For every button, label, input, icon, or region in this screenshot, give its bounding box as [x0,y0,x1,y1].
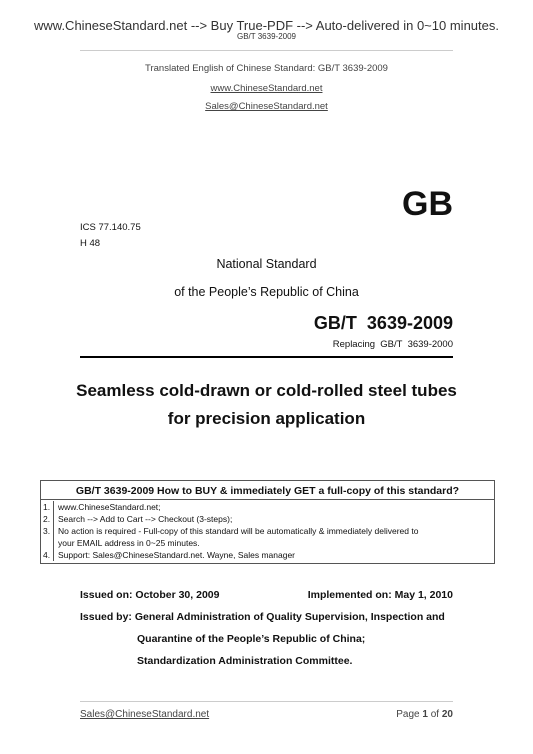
step-text: Search --> Add to Cart --> Checkout (3-steps); [58,514,233,524]
website-row [0,78,533,96]
standard-number: GB/T 3639-2009 [313,313,453,333]
issuer-line-2: Quarantine of the People’s Republic of China; [137,633,366,645]
step-number: 4. [41,549,54,561]
step-text: your EMAIL address in 0~25 minutes. [58,538,200,548]
top-banner[interactable]: www.ChineseStandard.net --> Buy True-PDF --> Auto-delivered in 0~10 minutes. [34,18,499,33]
h-code: H 48 [80,238,101,249]
replacing-note: Replacing GB/T 3639-2000 [332,339,453,350]
ics-code: ICS 77.140.75 [80,222,141,233]
step-number: 2. [41,513,54,525]
implemented-date: Implemented on: May 1, 2010 [307,589,453,601]
national-standard-label: National Standard [216,257,317,271]
step-text[interactable]: www.ChineseStandard.net; [58,502,161,512]
list-item [41,513,494,525]
footer-email-link[interactable]: Sales@ChineseStandard.net [80,709,210,720]
buy-box-heading: GB/T 3639-2009 How to BUY & immediately GET a full-copy of this standard? [75,485,460,497]
list-item [41,537,494,549]
website-link[interactable]: www.ChineseStandard.net [210,83,323,94]
buy-box [40,480,495,564]
prc-label: of the People’s Republic of China [174,285,359,299]
translated-line: Translated English of Chinese Standard: GB/T 3639-2009 [145,63,388,74]
page-prefix: Page [396,709,423,720]
title-line-1: Seamless cold-drawn or cold-rolled steel tubes [76,381,457,400]
title-divider [80,356,453,358]
step-number: 3. [41,525,54,537]
step-number: 1. [41,501,54,513]
header-doc-id: GB/T 3639-2009 [236,32,296,41]
email-row [0,96,533,114]
issued-date: Issued on: October 30, 2009 [80,589,220,601]
issuer-line-3: Standardization Administration Committee. [137,655,353,667]
buy-steps-list [41,501,494,561]
page-of: of [427,709,442,720]
list-item [41,549,494,561]
step-text: No action is required - Full-copy of this standard will be automatically & immediately delivered to [58,526,419,536]
step-number [41,537,54,549]
page-total: 20 [441,709,453,720]
page-current: 1 [422,709,428,720]
gb-logo: GB [402,185,453,223]
list-item [41,501,494,513]
step-text: Support: Sales@ChineseStandard.net. Wayne, Sales manager [58,550,296,560]
footer-divider [80,701,453,702]
buy-box-divider [41,499,494,500]
list-item [41,525,494,537]
page-number [396,709,453,720]
issuer-line-1: Issued by: General Administration of Quality Supervision, Inspection and [80,611,445,623]
header-divider [80,50,453,51]
title-line-2: for precision application [167,409,366,428]
email-link[interactable]: Sales@ChineseStandard.net [205,101,328,112]
